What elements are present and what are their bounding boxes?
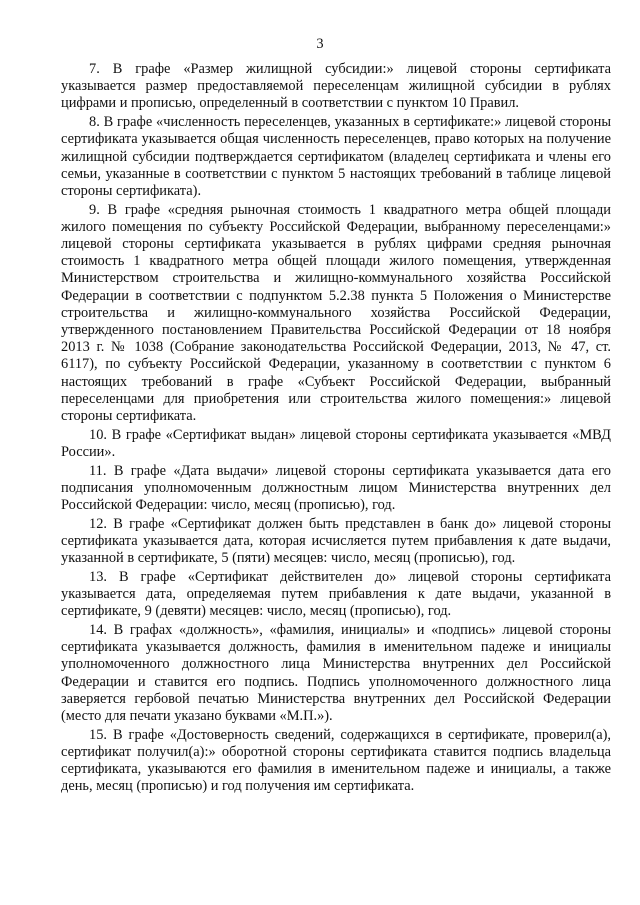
paragraph-item-12: 12. В графе «Сертификат должен быть представлен в банк до» лицевой стороны сертификата указывается дата, которая исчисляется путем прибавления к дате выдачи, указанной в сертификате, 5 (пяти) месяцев: число, месяц (прописью), год. [61,515,611,567]
paragraph-item-8: 8. В графе «численность переселенцев, указанных в сертификате:» лицевой стороны сертификата указывается общая численность переселенцев, право которых на получение жилищной субсидии подтверждается сертификатом (владелец сертификата и члены его семьи, указанные в соответствии с пунктом 5 настоящих требований в таблице лицевой стороны сертификата). [61,114,611,199]
document-body [61,61,611,797]
paragraph-item-9: 9. В графе «средняя рыночная стоимость 1 квадратного метра общей площади жилого помещения по субъекту Российской Федерации, выбранному переселенцами:» лицевой стороны сертификата указывается в рублях цифрами средняя рыночная стоимость 1 квадратного метра общей площади жилого помещения, утвержденная Министерством строительства и жилищно-коммунального хозяйства Российской Федерации в соответствии с подпунктом 5.2.38 пункта 5 Положения о Министерстве строительства и жилищно-коммунального хозяйства Российской Федерации, утвержденного постановлением Правительства Российской Федерации от 18 ноября 2013 г. № 1038 (Собрание законодательства Российской Федерации, 2013, № 47, ст. 6117), по субъекту Российской Федерации, указанному в соответствии с пунктом 6 настоящих требований в графе «Субъект Российской Федерации, выбранный переселенцами для приобретения или строительства жилого помещения:» лицевой стороны сертификата. [61,201,611,425]
paragraph-item-11: 11. В графе «Дата выдачи» лицевой стороны сертификата указывается дата его подписания уполномоченным должностным лицом Министерства внутренних дел Российской Федерации: число, месяц (прописью), год. [61,462,611,514]
paragraph-item-14: 14. В графах «должность», «фамилия, инициалы» и «подпись» лицевой стороны сертификата указывается должность, фамилия в именительном падеже и инициалы уполномоченного должностного лица Министерства внутренних дел Российской Федерации и ставится его подпись. Подпись уполномоченного должностного лица заверяется гербовой печатью Министерства внутренних дел Российской Федерации (место для печати указано буквами «М.П.»). [61,622,611,725]
paragraph-item-7: 7. В графе «Размер жилищной субсидии:» лицевой стороны сертификата указывается размер предоставляемой переселенцам жилищной субсидии в рублях цифрами и прописью, определенный в соответствии с пунктом 10 Правил. [61,61,611,112]
paragraph-item-15: 15. В графе «Достоверность сведений, содержащихся в сертификате, проверил(а), сертификат получил(а):» оборотной стороны сертификата ставится подпись владельца сертификата, указываются его фамилия в именительном падеже и инициалы, а также день, месяц (прописью) и год получения им сертификата. [61,726,611,795]
paragraph-item-10: 10. В графе «Сертификат выдан» лицевой стороны сертификата указывается «МВД России». [61,426,611,460]
page-number: 3 [316,36,324,52]
paragraph-item-13: 13. В графе «Сертификат действителен до» лицевой стороны сертификата указывается дата, определяемая путем прибавления к дате выдачи, указанной в сертификате, 9 (девяти) месяцев: число, месяц (прописью), год. [61,568,611,620]
